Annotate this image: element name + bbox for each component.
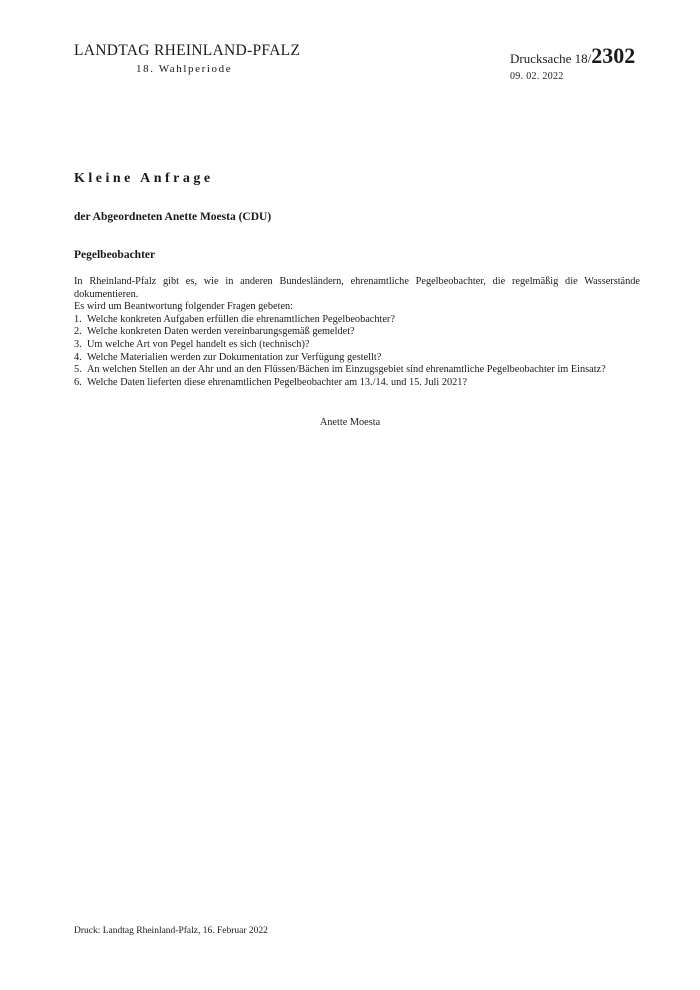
question-list xyxy=(74,314,640,390)
print-footer: Druck: Landtag Rheinland-Pfalz, 16. Februar 2022 xyxy=(74,926,268,936)
question-item xyxy=(74,326,640,339)
drucksache-number: 2302 xyxy=(591,43,636,68)
drucksache-line xyxy=(510,45,635,70)
question-number: 4. xyxy=(74,351,82,363)
request-line: Es wird um Beantwortung folgender Fragen gebeten: xyxy=(74,301,294,313)
document-type-heading: Kleine Anfrage xyxy=(74,171,214,186)
question-number: 6. xyxy=(74,376,82,388)
question-number: 2. xyxy=(74,326,82,338)
subject-heading: Pegelbeobachter xyxy=(74,249,156,261)
author-line: der Abgeordneten Anette Moesta (CDU) xyxy=(74,211,272,223)
question-text: Welche Daten lieferten diese ehrenamtlichen Pegelbeobachter am 13./14. und 15. Juli 2021? xyxy=(87,376,468,388)
intro-paragraph: In Rheinland-Pfalz gibt es, wie in anderen Bundesländern, ehrenamtliche Pegelbeobachter, die regelmäßig die Wasserstände dokumentieren. xyxy=(74,276,640,300)
document-date: 09. 02. 2022 xyxy=(510,71,564,82)
question-item xyxy=(74,339,640,352)
question-number: 3. xyxy=(74,338,82,350)
question-text: An welchen Stellen an der Ahr und an den Flüssen/Bächen im Einzugsgebiet sind ehrenamtliche Pegelbeobachter im Einsatz? xyxy=(87,364,606,376)
document-header xyxy=(74,42,300,75)
signature: Anette Moesta xyxy=(319,417,381,428)
question-text: Um welche Art von Pegel handelt es sich (technisch)? xyxy=(87,338,310,350)
question-item xyxy=(74,352,640,365)
question-number: 5. xyxy=(74,364,82,376)
question-text: Welche Materialien werden zur Dokumentation zur Verfügung gestellt? xyxy=(87,351,382,363)
question-number: 1. xyxy=(74,313,82,325)
question-item xyxy=(74,377,640,390)
document-reference xyxy=(510,45,635,82)
question-item xyxy=(74,364,640,377)
parliament-name: LANDTAG RHEINLAND-PFALZ xyxy=(74,42,301,59)
question-item xyxy=(74,314,640,327)
question-text: Welche konkreten Daten werden vereinbarungsgemäß gemeldet? xyxy=(87,326,355,338)
drucksache-label: Drucksache 18/ xyxy=(510,51,592,66)
document-body xyxy=(74,276,640,389)
question-text: Welche konkreten Aufgaben erfüllen die ehrenamtlichen Pegelbeobachter? xyxy=(87,313,395,325)
legislative-period: 18. Wahlperiode xyxy=(136,63,233,75)
